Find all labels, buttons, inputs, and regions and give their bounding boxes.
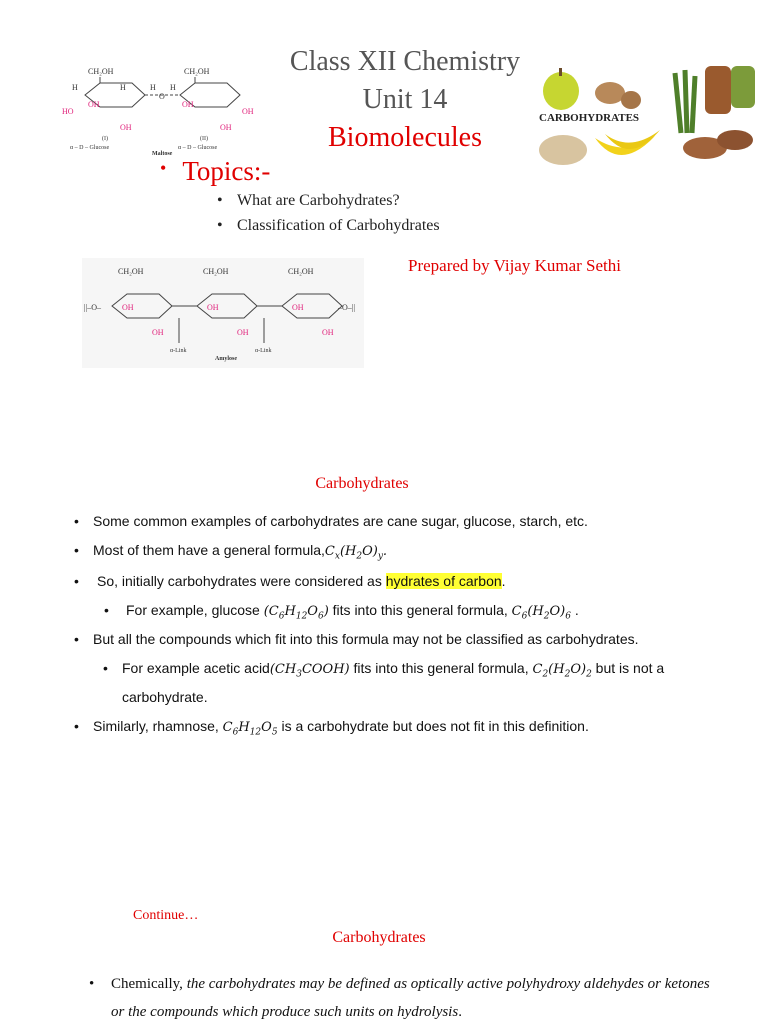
topic-item: • What are Carbohydrates? <box>215 188 440 213</box>
bullet-text: fits into this general formula, <box>349 660 533 676</box>
apple-icon <box>543 72 579 110</box>
amylose-ch2oh: CH₂OH <box>118 267 144 276</box>
maltose-oh: OH <box>88 100 100 109</box>
bullet-text: is a carbohydrate but does not fit in this definition. <box>277 718 589 734</box>
maltose-oh: OH <box>182 100 194 109</box>
amylose-title: Amylose <box>215 356 237 362</box>
sub-bullet-item: • For example acetic $acid(CH_3COOH)$ fits into this general formula, $C_2(H_2O)_2$ but is not a <box>103 660 665 680</box>
bullet-text: . <box>501 573 506 589</box>
carbohydrates-image-label: CARBOHYDRATES <box>539 112 640 124</box>
slide-title-line2: Unit 14 <box>362 84 448 115</box>
section1-title: Carbohydrates <box>315 475 409 492</box>
bullet-text: Some common examples of carbohydrates are cane sugar, glucose, starch, etc. <box>93 513 588 529</box>
asparagus-icon <box>675 70 695 133</box>
amylose-oh: OH <box>152 328 164 337</box>
bullet-item: • But all the compounds which fit into this formula may not be classified as carbohydrates. <box>74 631 639 647</box>
bullet-item: • Some common examples of carbohydrates are cane sugar, glucose, starch, etc. <box>74 513 588 529</box>
formula-acetic-general: $C_2(H_2O)_2$ <box>532 662 592 680</box>
topics-heading-text: Topics:- <box>182 156 271 186</box>
bullet-text: But all the compounds which fit into this formula may not be classified as carbohydrates. <box>93 631 639 647</box>
maltose-ring1-ch2oh: CH₂OH <box>88 67 114 76</box>
maltose-title: Maltose <box>152 151 173 157</box>
amylose-oh: OH <box>207 303 219 312</box>
bullet-text: Similarly, rhamnose, <box>93 718 223 734</box>
slide-title-line3: Biomolecules <box>328 122 482 153</box>
amylose-ch2oh: CH₂OH <box>288 267 314 276</box>
highlight-hydrates-of-carbon: hydrates of carbon <box>385 573 502 589</box>
continue-label: Continue… <box>133 908 199 923</box>
formula-glucose: $(C_6H_{12}O_6)$ <box>263 604 329 622</box>
author-credit: Prepared by Vijay Kumar Sethi <box>408 256 622 275</box>
amylose-link-label: α-Link <box>170 348 187 354</box>
maltose-caption-left: α – D – Glucose <box>70 145 110 151</box>
bullet-text: carbohydrate. <box>122 689 208 705</box>
maltose-h: H <box>120 83 126 92</box>
bullet-text: So, initially carbohydrates were considered as <box>97 573 386 589</box>
bullet-item: • Similarly, rhamnose, $C_6H_{12}O_5$ is a carbohydrate but does not fit in this definition. <box>74 718 589 738</box>
maltose-h: H <box>72 83 78 92</box>
topics-list <box>215 188 440 238</box>
bullet-item: • So, initially carbohydrates were considered as hydrates of carbon. <box>74 573 506 589</box>
oats-icon <box>539 135 587 165</box>
maltose-ho: HO <box>62 107 74 116</box>
maltose-h: H <box>150 83 156 92</box>
amylose-end-right: –O–|| <box>338 303 355 312</box>
amylose-oh: OH <box>292 303 304 312</box>
beans-icon <box>705 66 731 114</box>
section2-title: Carbohydrates <box>332 929 426 946</box>
maltose-oh: OH <box>120 123 132 132</box>
slide-title-line1: Class XII Chemistry <box>289 46 521 77</box>
amylose-ch2oh: CH₂OH <box>203 267 229 276</box>
bullet-text: For example, glucose <box>126 602 264 618</box>
formula-acetic-acid: $(CH_3COOH)$ <box>269 662 350 680</box>
formula-rhamnose: $C_6H_{12}O_5$ <box>222 720 278 738</box>
maltose-structure-figure <box>60 55 270 160</box>
maltose-ring2-ch2oh: CH₂OH <box>184 67 210 76</box>
amylose-oh: OH <box>237 328 249 337</box>
amylose-oh: OH <box>322 328 334 337</box>
topics-heading: • Topics:- <box>160 156 271 186</box>
amylose-structure-figure <box>82 258 364 368</box>
bullet-text: but is not a <box>591 660 665 676</box>
topic-item: • Classification of Carbohydrates <box>215 213 440 238</box>
bullet-text: For example acetic acid <box>122 660 270 676</box>
maltose-caption-right: α – D – Glucose <box>178 145 218 151</box>
maltose-h: H <box>170 83 176 92</box>
carbohydrates-foods-image <box>535 58 760 173</box>
maltose-label-i: (I) <box>102 136 108 142</box>
bullet-text: fits into this general formula, <box>328 602 512 618</box>
maltose-oh: OH <box>220 123 232 132</box>
maltose-oh: OH <box>242 107 254 116</box>
bullet-item: • Most of them have a general $formula,C_x(H_2O)_y$. <box>74 542 388 562</box>
definition-lead: Chemically, <box>111 976 187 992</box>
definition-emphasis: the carbohydrates may be defined as optically active polyhydroxy aldehydes or ketones or the compounds which produce such units on hydrolysis <box>111 976 710 1020</box>
formula-glucose-general: $C_6(H_2O)_6$ <box>511 604 571 622</box>
amylose-end-left: ||–O– <box>84 303 101 312</box>
maltose-link-o: O <box>159 92 165 101</box>
formula-general: $C_x(H_2O)_y$. <box>324 544 388 562</box>
sub-bullet-item: • For example, glucose $(C_6H_{12}O_6)$ fits into this general formula, $C_6(H_2O)_6$ . <box>104 602 579 622</box>
amylose-link-label: α-Link <box>255 348 272 354</box>
bullet-text: . <box>570 602 579 618</box>
section2-definition: • Chemically, the carbohydrates may be defined as optically active polyhydroxy aldehydes or ketones or the compounds which produce such units on hydrolysis. <box>89 976 710 1020</box>
maltose-label-ii: (II) <box>200 136 208 142</box>
definition-tail: . <box>458 1004 462 1020</box>
amylose-oh: OH <box>122 303 134 312</box>
bullet-text: Most of them have a general formula, <box>93 542 325 558</box>
sub-bullet-continuation <box>122 689 208 705</box>
potato-icon <box>595 82 625 104</box>
